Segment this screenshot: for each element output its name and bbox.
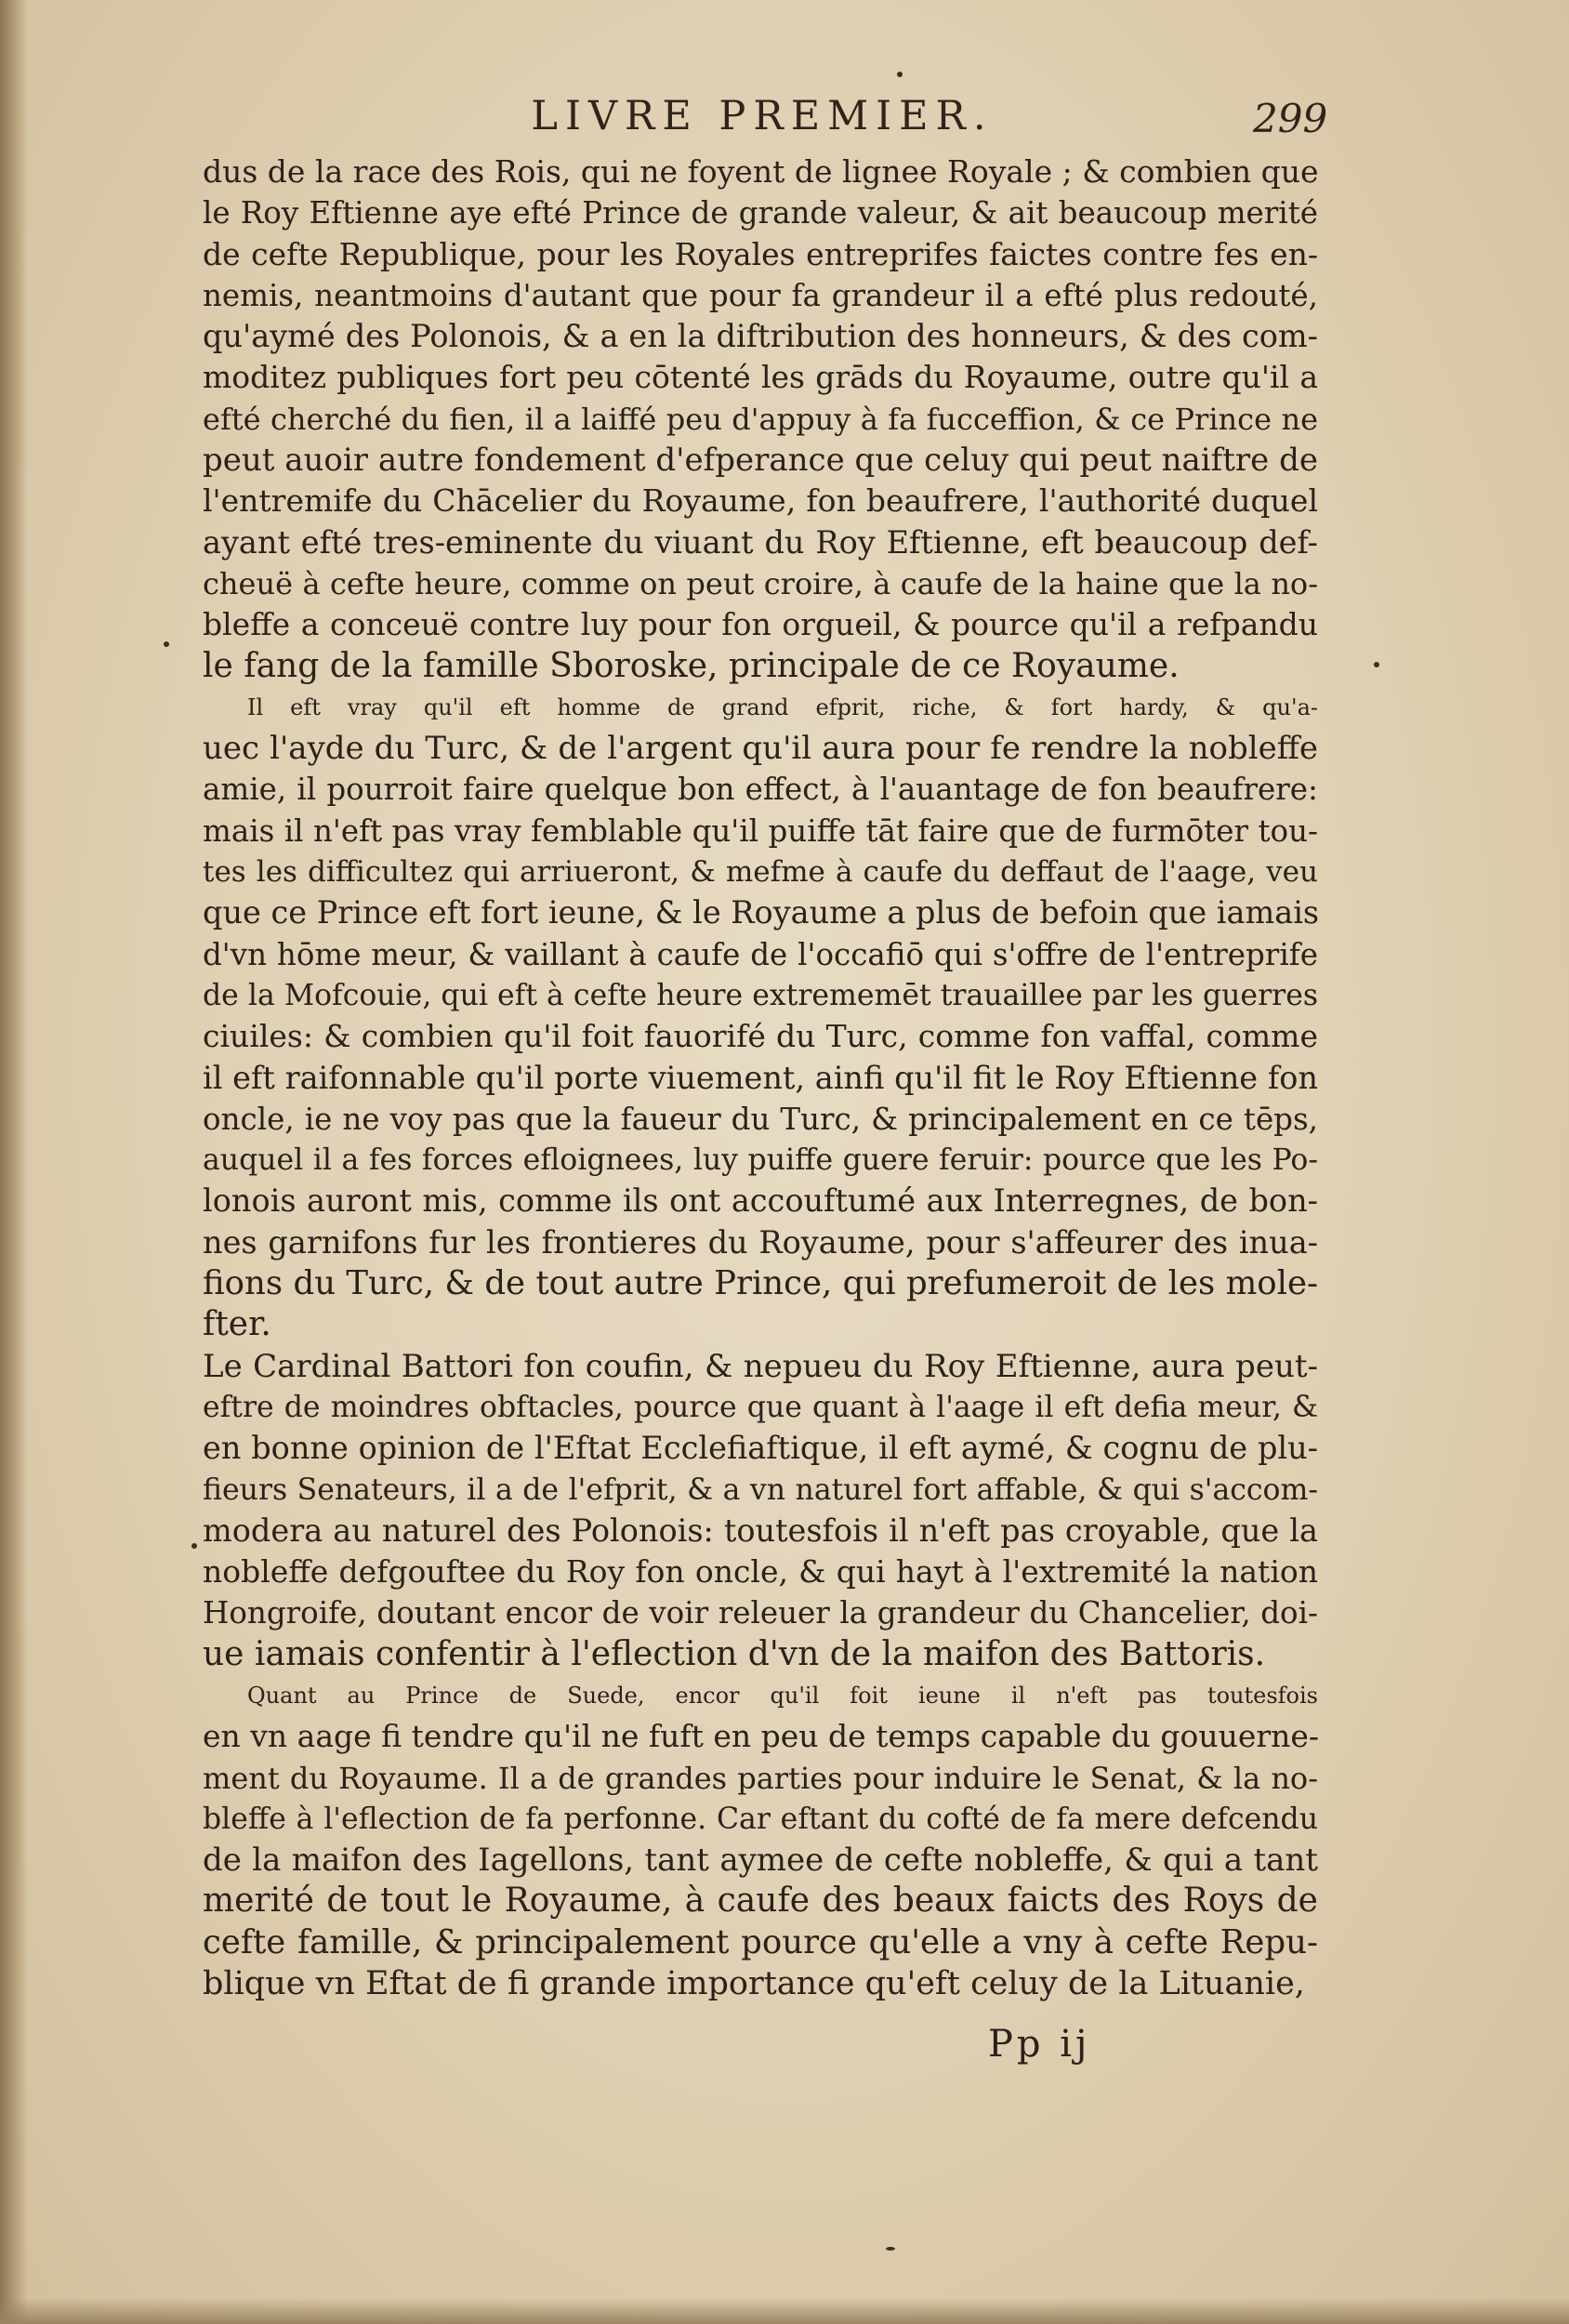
- text-line: l'entremife du Chācelier du Royaume, fon beaufrere, l'authorité duquel: [203, 482, 1318, 520]
- text-line: il eft raifonnable qu'il porte viuement, ainfi qu'il fit le Roy Eftienne fon: [203, 1059, 1318, 1096]
- text-line: cheuë à cefte heure, comme on peut croire, à caufe de la haine que la no-: [203, 565, 1318, 601]
- text-line: Quant au Prince de Suede, encor qu'il foit ieune il n'eft pas toutesfois: [247, 1682, 1318, 1709]
- text-line: peut auoir autre fondement d'efperance que celuy qui peut naiftre de: [203, 442, 1318, 480]
- text-line: qu'aymé des Polonois, & a en la diftribution des honneurs, & des com-: [203, 318, 1318, 355]
- text-line: uec l'ayde du Turc, & de l'argent qu'il aura pour fe rendre la nobleffe: [203, 730, 1318, 768]
- text-line: auquel il a fes forces efloignees, luy puiffe guere feruir: pource que les Po-: [203, 1143, 1318, 1178]
- text-line: de cefte Republique, pour les Royales entreprifes faictes contre fes en-: [203, 235, 1318, 272]
- text-line: tes les difficultez qui arriueront, & mefme à caufe du deffaut de l'aage, veu: [203, 855, 1318, 890]
- text-line: bleffe à l'eflection de fa perfonne. Car eftant du cofté de fa mere defcendu: [203, 1802, 1318, 1836]
- text-line: oncle, ie ne voy pas que la faueur du Turc, & principalement en ce tēps,: [203, 1101, 1318, 1137]
- text-line: eftre de moindres obftacles, pource que quant à l'aage il eft defia meur, &: [203, 1390, 1318, 1424]
- page-number: 299: [1253, 96, 1328, 141]
- text-line: le fang de la famille Sboroske, principale de ce Royaume.: [203, 646, 1180, 685]
- text-line: Le Cardinal Battori fon coufin, & nepueu du Roy Eftienne, aura peut-: [203, 1347, 1318, 1385]
- page-gutter-shadow: [0, 0, 28, 2324]
- text-line: efté cherché du fien, il a laiffé peu d'appuy à fa fucceffion, & ce Prince ne: [203, 401, 1318, 437]
- ink-speck: [897, 72, 903, 77]
- text-line: Hongroife, doutant encor de voir releuer la grandeur du Chancelier, doi-: [203, 1595, 1318, 1631]
- ink-speck: [191, 1543, 197, 1549]
- page-bottom-shadow: [0, 2298, 1569, 2324]
- body-text: [203, 152, 1318, 2004]
- text-line: Il eft vray qu'il eft homme de grand efprit, riche, & fort hardy, & qu'a-: [247, 693, 1318, 720]
- text-line: dus de la race des Rois, qui ne foyent de lignee Royale ; & combien que: [203, 153, 1319, 190]
- text-line: ayant efté tres-eminente du viuant du Roy Eftienne, eft beaucoup def-: [203, 523, 1318, 561]
- signature-mark: Pp ij: [988, 2023, 1091, 2066]
- text-line: d'vn hōme meur, & vaillant à caufe de l'occafiō qui s'offre de l'entreprife: [203, 936, 1318, 972]
- text-line: fter.: [203, 1305, 271, 1344]
- ink-speck: [164, 641, 169, 647]
- text-line: nobleffe defgouftee du Roy fon oncle, & qui hayt à l'extremité la nation: [203, 1553, 1318, 1591]
- text-line: ment du Royaume. Il a de grandes parties pour induire le Senat, & la no-: [203, 1760, 1318, 1796]
- text-line: amie, il pourroit faire quelque bon effect, à l'auantage de fon beaufrere:: [203, 772, 1318, 808]
- text-line: en vn aage fi tendre qu'il ne fuft en peu de temps capable du gouuerne-: [203, 1718, 1320, 1755]
- ink-speck: [886, 2247, 895, 2251]
- text-line: cefte famille, & principalement pource qu'elle a vny à cefte Repu-: [203, 1922, 1318, 1961]
- text-line: ue iamais confentir à l'eflection d'vn de la maifon des Battoris.: [203, 1634, 1266, 1673]
- text-line: fions du Turc, & de tout autre Prince, qui prefumeroit de les mole-: [203, 1264, 1318, 1303]
- text-line: bleffe a conceuë contre luy pour fon orgueil, & pource qu'il a refpandu: [203, 606, 1318, 643]
- text-line: fieurs Senateurs, il a de l'efprit, & a vn naturel fort affable, & qui s'accom-: [203, 1472, 1318, 1507]
- running-title: LIVRE PREMIER.: [531, 93, 994, 139]
- text-line: merité de tout le Royaume, à caufe des beaux faicts des Roys de: [203, 1882, 1318, 1921]
- text-line: ciuiles: & combien qu'il foit fauorifé du Turc, comme fon vaffal, comme: [203, 1018, 1318, 1055]
- text-line: nes garnifons fur les frontieres du Royaume, pour s'affeurer des inua-: [203, 1223, 1318, 1261]
- text-line: de la maifon des Iagellons, tant aymee de cefte nobleffe, & qui a tant: [203, 1842, 1318, 1880]
- text-line: de la Mofcouie, qui eft à cefte heure extrememēt trauaillee par les guerres: [203, 978, 1318, 1012]
- text-line: nemis, neantmoins d'autant que pour fa grandeur il a efté plus redouté,: [203, 277, 1318, 313]
- text-line: en bonne opinion de l'Eftat Ecclefiaftique, il eft aymé, & cognu de plu-: [203, 1430, 1318, 1467]
- text-line: blique vn Eftat de fi grande importance qu'eft celuy de la Lituanie,: [203, 1965, 1305, 2003]
- text-line: le Roy Eftienne aye efté Prince de grande valeur, & ait beaucoup merité: [203, 195, 1318, 231]
- text-line: lonois auront mis, comme ils ont accouftumé aux Interregnes, de bon-: [203, 1182, 1318, 1220]
- text-line: modera au naturel des Polonois: toutesfois il n'eft pas croyable, que la: [203, 1512, 1318, 1549]
- ink-speck: [1374, 662, 1379, 667]
- text-line: moditez publiques fort peu cōtenté les grāds du Royaume, outre qu'il a: [203, 359, 1318, 396]
- text-line: mais il n'eft pas vray femblable qu'il puiffe tāt faire que de furmōter tou-: [203, 812, 1318, 849]
- text-line: que ce Prince eft fort ieune, & le Royaume a plus de befoin que iamais: [203, 894, 1320, 931]
